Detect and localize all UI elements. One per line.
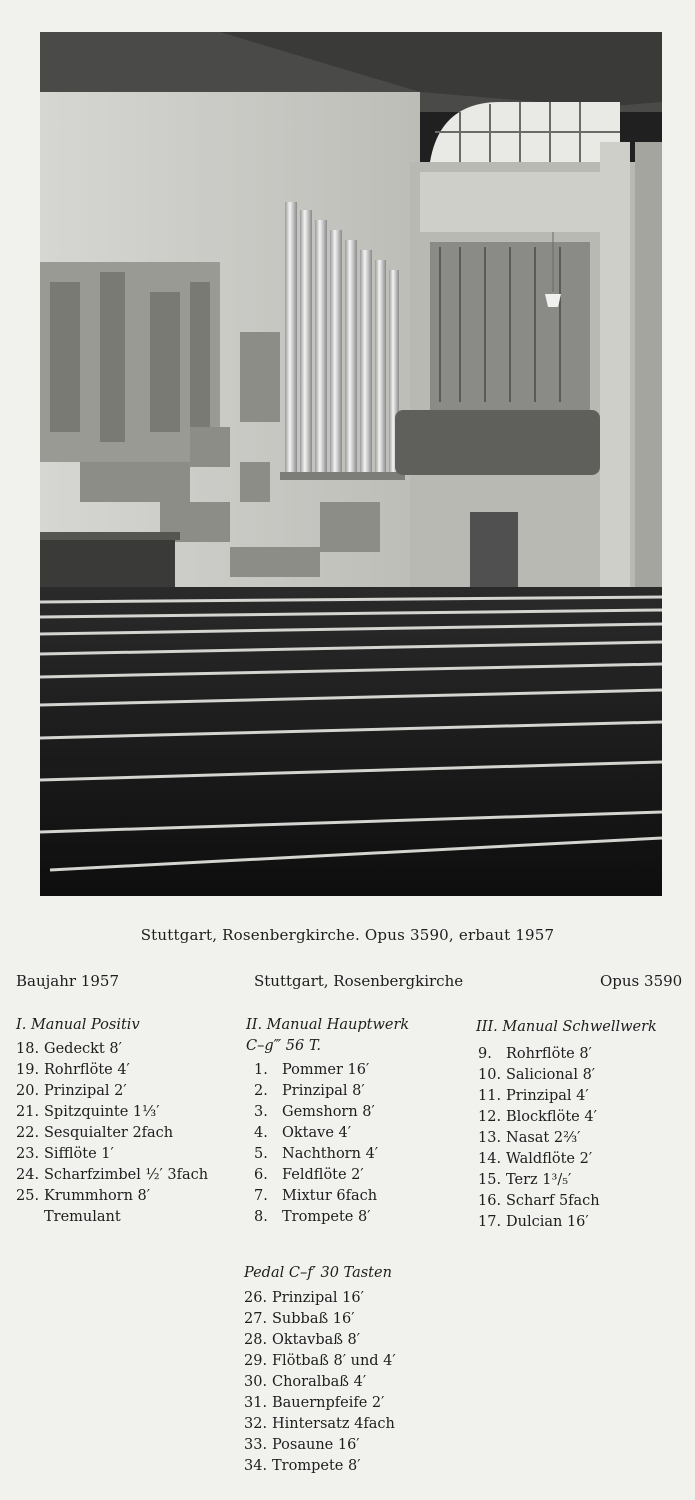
tremulant-label: Tremulant (44, 1209, 121, 1225)
stop-number: 21. (16, 1104, 40, 1120)
stop-number: 2. (254, 1083, 268, 1099)
stop-row (244, 1393, 396, 1414)
stop-row (244, 1456, 396, 1477)
manual-hauptwerk-title: II. Manual Hauptwerk (246, 1017, 410, 1033)
manual-schwellwerk-column (476, 1017, 657, 1233)
stop-name: Scharf 5fach (506, 1193, 600, 1209)
stop-row (246, 1102, 409, 1123)
stop-row (16, 1186, 208, 1207)
stop-number: 9. (478, 1046, 492, 1062)
stop-name: Nasat 2⅔′ (506, 1130, 581, 1146)
stop-number: 24. (16, 1167, 40, 1183)
church-photo-drawing (40, 32, 662, 896)
stop-name: Trompete 8′ (282, 1209, 371, 1225)
stop-row (16, 1165, 208, 1186)
stop-row (16, 1123, 208, 1144)
stop-row (244, 1435, 396, 1456)
build-year: Baujahr 1957 (16, 972, 119, 990)
stop-name: Rohrflöte 4′ (44, 1062, 130, 1078)
stop-number: 27. (244, 1311, 268, 1327)
pedal-column (244, 1263, 396, 1477)
stop-row (476, 1212, 657, 1233)
stop-name: Flötbaß 8′ und 4′ (272, 1353, 396, 1369)
stop-row (246, 1081, 409, 1102)
stop-row (476, 1170, 657, 1191)
stop-number: 26. (244, 1290, 268, 1306)
stop-name: Terz 1³/₅′ (506, 1172, 572, 1188)
pedal-title: Pedal C–f′ 30 Tasten (244, 1265, 392, 1281)
stop-name: Waldflöte 2′ (506, 1151, 593, 1167)
stop-row (16, 1081, 208, 1102)
stop-row (246, 1060, 409, 1081)
stop-name: Oktavbaß 8′ (272, 1332, 361, 1348)
stop-number: 17. (478, 1214, 502, 1230)
stop-number: 18. (16, 1041, 40, 1057)
stop-number: 23. (16, 1146, 40, 1162)
stop-number: 22. (16, 1125, 40, 1141)
stop-row (476, 1191, 657, 1212)
stop-row (476, 1149, 657, 1170)
stop-number: 15. (478, 1172, 502, 1188)
stop-name: Pommer 16′ (282, 1062, 370, 1078)
opus-number: Opus 3590 (600, 972, 683, 990)
manual-hauptwerk-compass: C–g‴ 56 T. (246, 1038, 321, 1054)
stop-name: Prinzipal 4′ (506, 1088, 589, 1104)
stop-number: 32. (244, 1416, 268, 1432)
stop-name: Posaune 16′ (272, 1437, 360, 1453)
stop-name: Hintersatz 4fach (272, 1416, 395, 1432)
manual-positiv-title: I. Manual Positiv (16, 1017, 140, 1033)
stop-row (246, 1207, 409, 1228)
stop-name: Prinzipal 8′ (282, 1083, 365, 1099)
stop-row (16, 1039, 208, 1060)
manual-positiv-column (16, 1015, 208, 1228)
stop-number: 10. (478, 1067, 502, 1083)
stop-name: Prinzipal 2′ (44, 1083, 127, 1099)
stop-row (476, 1128, 657, 1149)
stop-row (476, 1065, 657, 1086)
stop-name: Nachthorn 4′ (282, 1146, 379, 1162)
stop-number: 30. (244, 1374, 268, 1390)
stop-row (246, 1165, 409, 1186)
stop-number: 25. (16, 1188, 40, 1204)
stop-name: Subbaß 16′ (272, 1311, 355, 1327)
stop-name: Blockflöte 4′ (506, 1109, 597, 1125)
stop-number: 20. (16, 1083, 40, 1099)
stop-name: Sesquialter 2fach (44, 1125, 174, 1141)
manual-hauptwerk-column (246, 1015, 409, 1228)
stop-number: 3. (254, 1104, 268, 1120)
church-interior-photo (40, 32, 662, 896)
stop-name: Trompete 8′ (272, 1458, 361, 1474)
stop-row (244, 1330, 396, 1351)
stop-row (16, 1144, 208, 1165)
stop-name: Gedeckt 8′ (44, 1041, 122, 1057)
stop-number: 13. (478, 1130, 502, 1146)
stop-name: Bauernpfeife 2′ (272, 1395, 385, 1411)
stop-number: 12. (478, 1109, 502, 1125)
stop-number: 16. (478, 1193, 502, 1209)
stop-name: Prinzipal 16′ (272, 1290, 364, 1306)
stop-row (244, 1288, 396, 1309)
stop-row (16, 1102, 208, 1123)
stop-number: 28. (244, 1332, 268, 1348)
stop-number: 8. (254, 1209, 268, 1225)
stop-number: 31. (244, 1395, 268, 1411)
stop-number: 7. (254, 1188, 268, 1204)
stop-name: Oktave 4′ (282, 1125, 352, 1141)
stop-name: Salicional 8′ (506, 1067, 596, 1083)
stop-name: Sifflöte 1′ (44, 1146, 114, 1162)
stop-number: 14. (478, 1151, 502, 1167)
church-name: Stuttgart, Rosenbergkirche (254, 972, 464, 990)
stop-number: 1. (254, 1062, 268, 1078)
stop-name: Mixtur 6fach (282, 1188, 378, 1204)
stop-number: 4. (254, 1125, 268, 1141)
stop-row (16, 1060, 208, 1081)
stop-number: 34. (244, 1458, 268, 1474)
stop-name: Gemshorn 8′ (282, 1104, 375, 1120)
stop-row (246, 1123, 409, 1144)
stop-row (244, 1414, 396, 1435)
stop-name: Krummhorn 8′ (44, 1188, 151, 1204)
stop-name: Feldflöte 2′ (282, 1167, 364, 1183)
stop-number: 5. (254, 1146, 268, 1162)
stop-number: 11. (478, 1088, 502, 1104)
stop-number: 29. (244, 1353, 268, 1369)
stop-number: 19. (16, 1062, 40, 1078)
manual-schwellwerk-title: III. Manual Schwellwerk (476, 1019, 657, 1035)
stop-name: Rohrflöte 8′ (506, 1046, 592, 1062)
stop-number: 6. (254, 1167, 268, 1183)
stop-row (476, 1107, 657, 1128)
photo-caption: Stuttgart, Rosenbergkirche. Opus 3590, erbaut 1957 (140, 926, 555, 944)
stop-name: Dulcian 16′ (506, 1214, 589, 1230)
stop-name: Spitzquinte 1⅓′ (44, 1104, 160, 1120)
stop-row (244, 1309, 396, 1330)
stop-name: Scharfzimbel ½′ 3fach (44, 1167, 209, 1183)
stop-row (244, 1351, 396, 1372)
stop-number: 33. (244, 1437, 268, 1453)
stop-row (246, 1144, 409, 1165)
stop-row (246, 1186, 409, 1207)
stop-name: Choralbaß 4′ (272, 1374, 367, 1390)
stop-row (244, 1372, 396, 1393)
stop-row (476, 1044, 657, 1065)
stop-row (476, 1086, 657, 1107)
